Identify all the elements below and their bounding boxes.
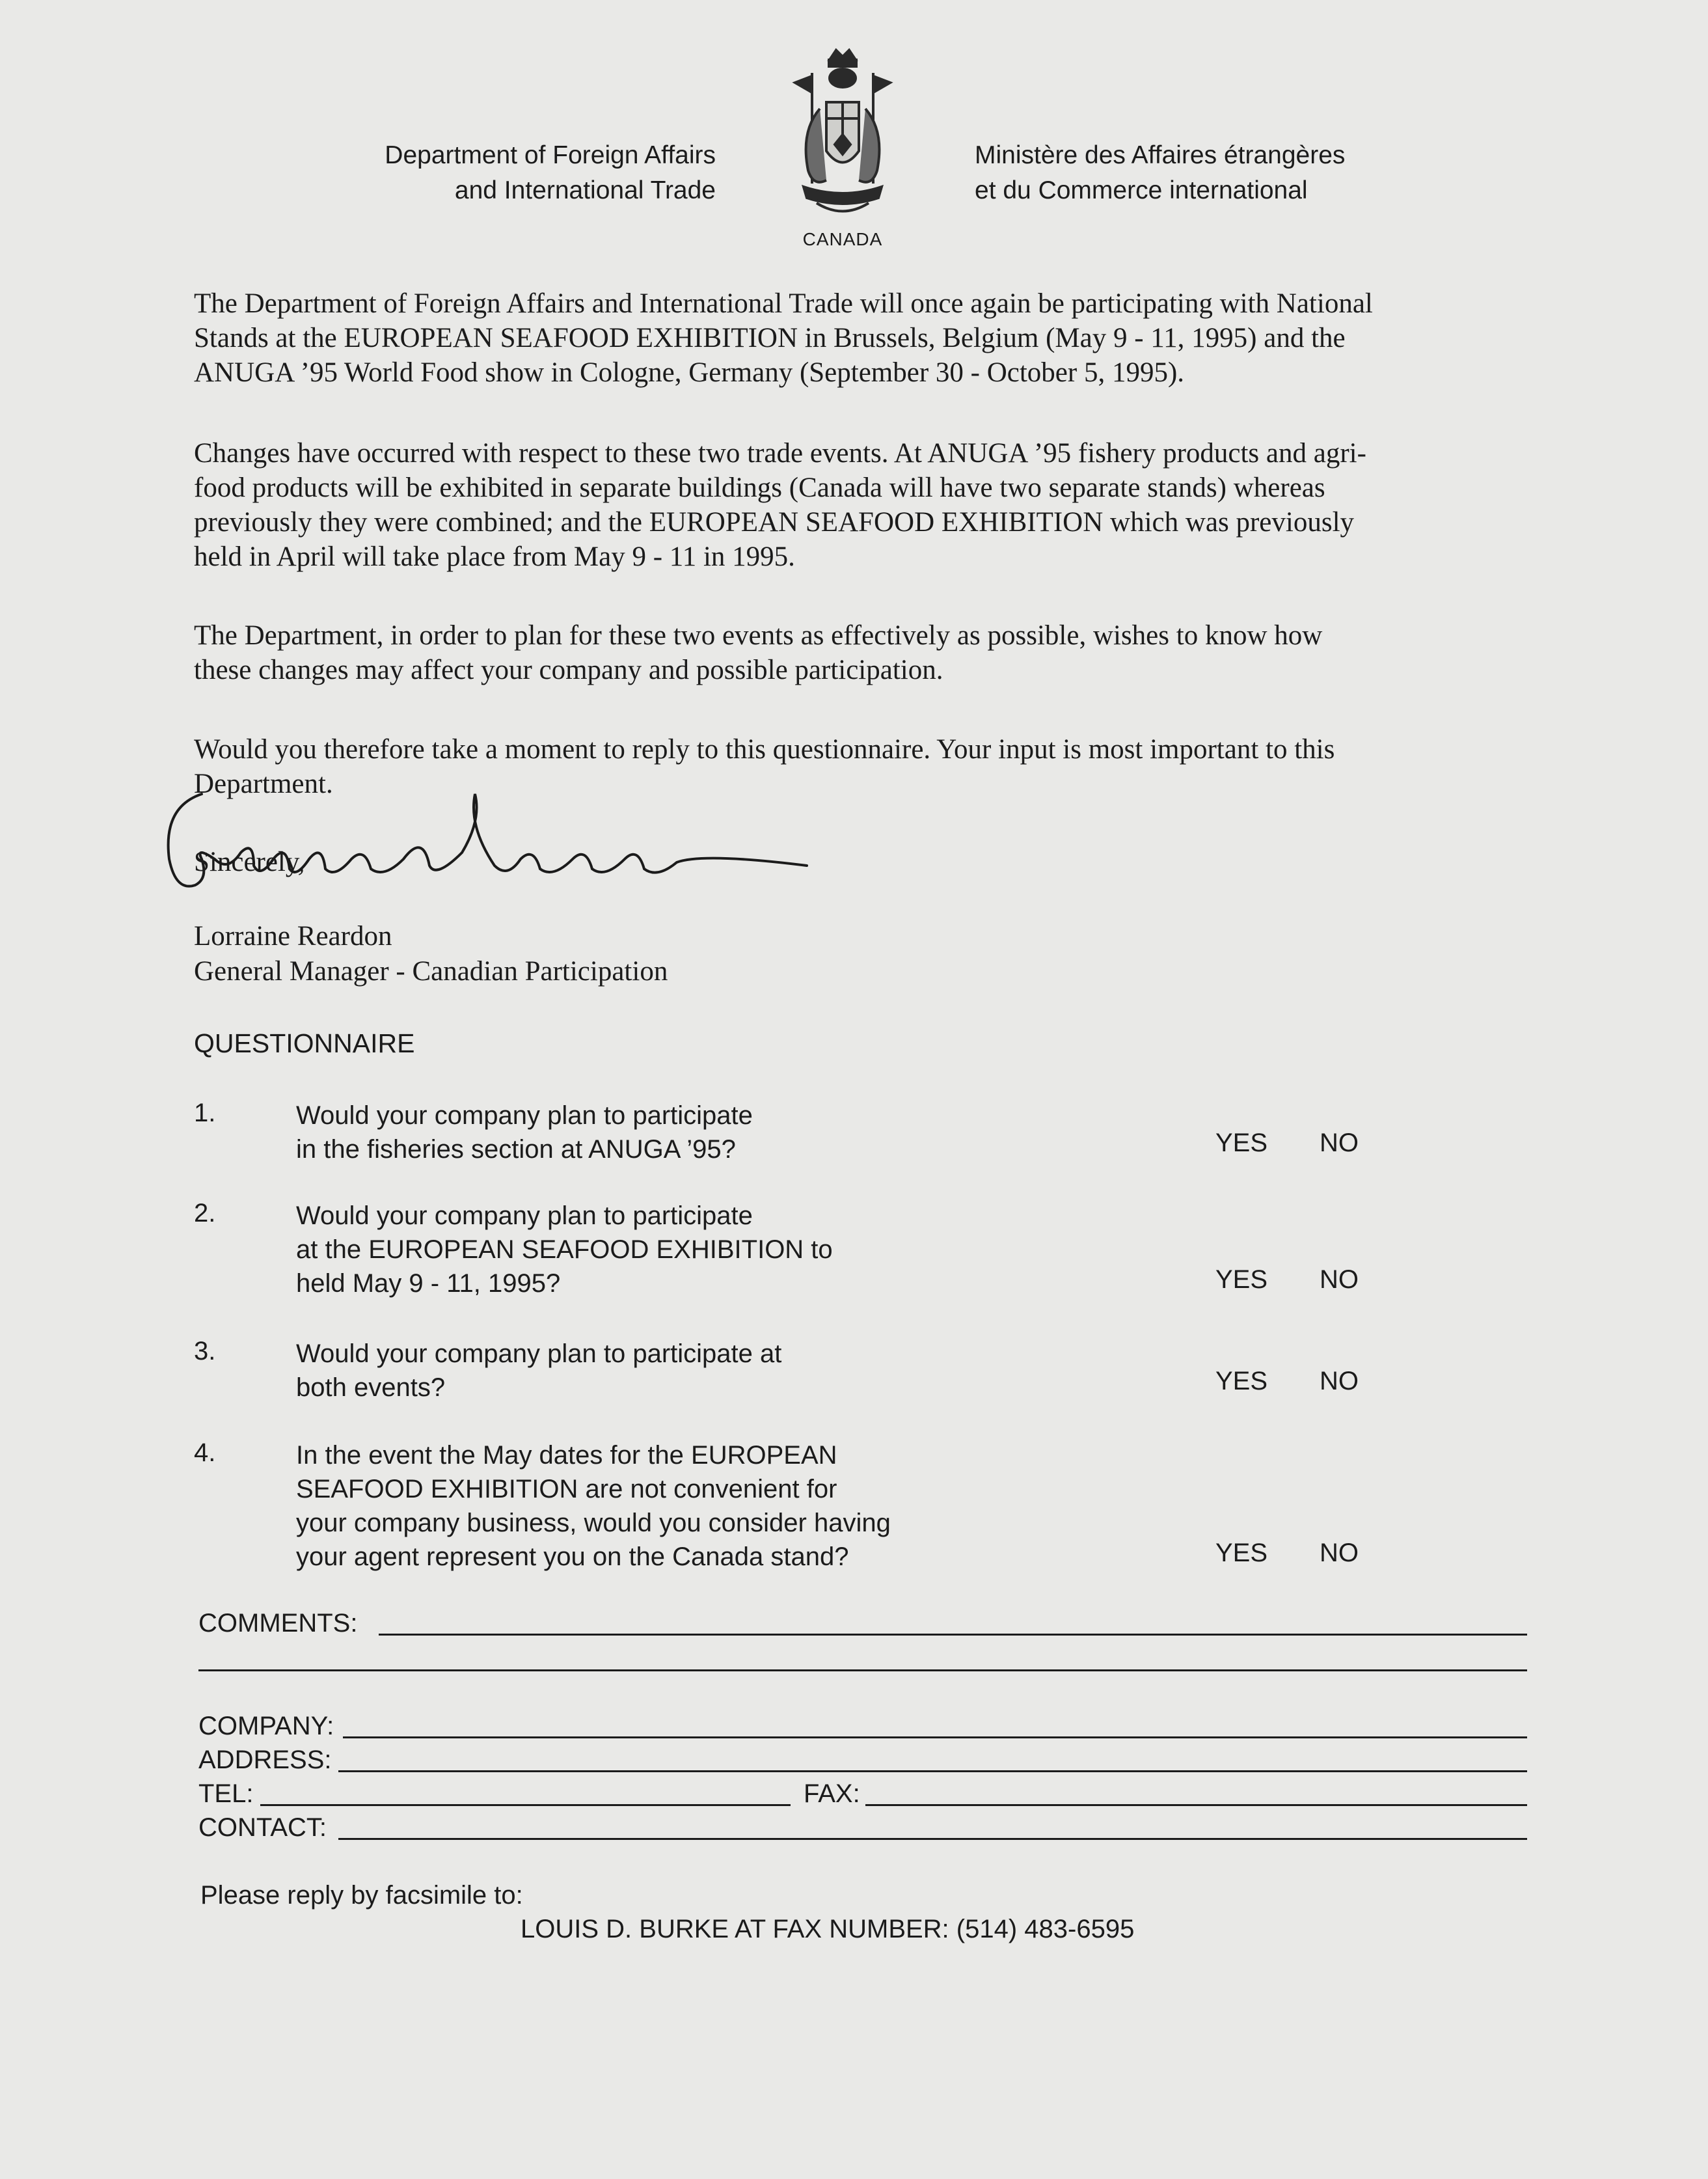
- contact-field[interactable]: [338, 1838, 1527, 1840]
- company-field[interactable]: [343, 1736, 1527, 1738]
- question-line: your company business, would you consider having: [296, 1509, 891, 1537]
- paragraph-line: Department.: [194, 769, 333, 799]
- yes-option[interactable]: YES: [1215, 1129, 1268, 1157]
- comments-field[interactable]: [379, 1634, 1527, 1636]
- no-option[interactable]: NO: [1320, 1129, 1359, 1157]
- paragraph-line: previously they were combined; and the EUROPEAN SEAFOOD EXHIBITION which was previously: [194, 507, 1355, 538]
- tel-label: TEL:: [198, 1779, 254, 1808]
- fax-field[interactable]: [865, 1804, 1527, 1806]
- paragraph-line: The Department, in order to plan for these two events as effectively as possible, wishes to know how: [194, 620, 1323, 651]
- question-text: [296, 1099, 947, 1166]
- yes-option[interactable]: YES: [1215, 1539, 1268, 1567]
- yes-option[interactable]: YES: [1215, 1367, 1268, 1395]
- question-line: Would your company plan to participate at: [296, 1339, 782, 1368]
- crest-caption: CANADA: [802, 229, 883, 249]
- coat-of-arms-icon: [781, 47, 904, 229]
- paragraph-line: Would you therefore take a moment to reply to this questionnaire. Your input is most important to this: [194, 734, 1335, 765]
- department-fr-line-2: et du Commerce international: [975, 176, 1308, 204]
- paragraph-line: food products will be exhibited in separate buildings (Canada will have two separate stands) whereas: [194, 473, 1325, 503]
- no-option[interactable]: NO: [1320, 1265, 1359, 1294]
- comments-field-line-2[interactable]: [198, 1669, 1527, 1671]
- question-number: 2.: [194, 1199, 216, 1227]
- question-line: In the event the May dates for the EUROPEAN: [296, 1441, 837, 1470]
- handwritten-signature-icon: [156, 781, 846, 934]
- question-line: both events?: [296, 1373, 446, 1402]
- paragraph-line: these changes may affect your company and possible participation.: [194, 655, 943, 685]
- paragraph-line: Stands at the EUROPEAN SEAFOOD EXHIBITION in Brussels, Belgium (May 9 - 11, 1995) and the: [194, 323, 1346, 353]
- department-en-line-2: and International Trade: [454, 176, 716, 204]
- department-name-french: [975, 138, 1469, 208]
- question-line: your agent represent you on the Canada stand?: [296, 1542, 849, 1571]
- question-line: held May 9 - 11, 1995?: [296, 1269, 561, 1298]
- address-label: ADDRESS:: [198, 1746, 332, 1774]
- no-option[interactable]: NO: [1320, 1539, 1359, 1567]
- fax-label: FAX:: [804, 1779, 860, 1808]
- tel-field[interactable]: [260, 1804, 791, 1806]
- question-text: [296, 1199, 947, 1300]
- question-text: [296, 1337, 947, 1405]
- contact-label: CONTACT:: [198, 1813, 327, 1842]
- comments-label: COMMENTS:: [198, 1609, 358, 1638]
- company-label: COMPANY:: [198, 1712, 334, 1740]
- question-number: 4.: [194, 1438, 216, 1467]
- question-line: in the fisheries section at ANUGA ’95?: [296, 1135, 736, 1164]
- question-number: 1.: [194, 1099, 216, 1127]
- paragraph-line: held in April will take place from May 9 - 11 in 1995.: [194, 541, 795, 572]
- question-line: Would your company plan to participate: [296, 1201, 753, 1230]
- department-en-line-1: Department of Foreign Affairs: [385, 141, 716, 169]
- address-field[interactable]: [338, 1770, 1527, 1772]
- yes-option[interactable]: YES: [1215, 1265, 1268, 1294]
- closing: Sincerely,: [194, 847, 305, 877]
- reply-instruction: Please reply by facsimile to:: [200, 1881, 523, 1910]
- department-fr-line-1: Ministère des Affaires étrangères: [975, 141, 1346, 169]
- paragraph-line: The Department of Foreign Affairs and International Trade will once again be participating with National: [194, 288, 1373, 319]
- question-line: SEAFOOD EXHIBITION are not convenient for: [296, 1475, 837, 1503]
- questionnaire-title: QUESTIONNAIRE: [194, 1028, 415, 1058]
- question-line: at the EUROPEAN SEAFOOD EXHIBITION to: [296, 1235, 833, 1264]
- signatory-name: Lorraine Reardon: [194, 921, 392, 952]
- department-name-english: [325, 138, 716, 208]
- reply-fax-number: LOUIS D. BURKE AT FAX NUMBER: (514) 483-6595: [521, 1915, 1135, 1943]
- paragraph-line: Changes have occurred with respect to these two trade events. At ANUGA ’95 fishery products and agri-: [194, 438, 1366, 469]
- paragraph-changes: [194, 436, 1526, 574]
- question-line: Would your company plan to participate: [296, 1101, 753, 1130]
- no-option[interactable]: NO: [1320, 1367, 1359, 1395]
- question-text: [296, 1438, 1012, 1574]
- signatory-title: General Manager - Canadian Participation: [194, 956, 668, 987]
- paragraph-intro: [194, 286, 1526, 390]
- question-number: 3.: [194, 1337, 216, 1365]
- paragraph-line: ANUGA ’95 World Food show in Cologne, Germany (September 30 - October 5, 1995).: [194, 357, 1185, 388]
- paragraph-purpose: [194, 618, 1526, 687]
